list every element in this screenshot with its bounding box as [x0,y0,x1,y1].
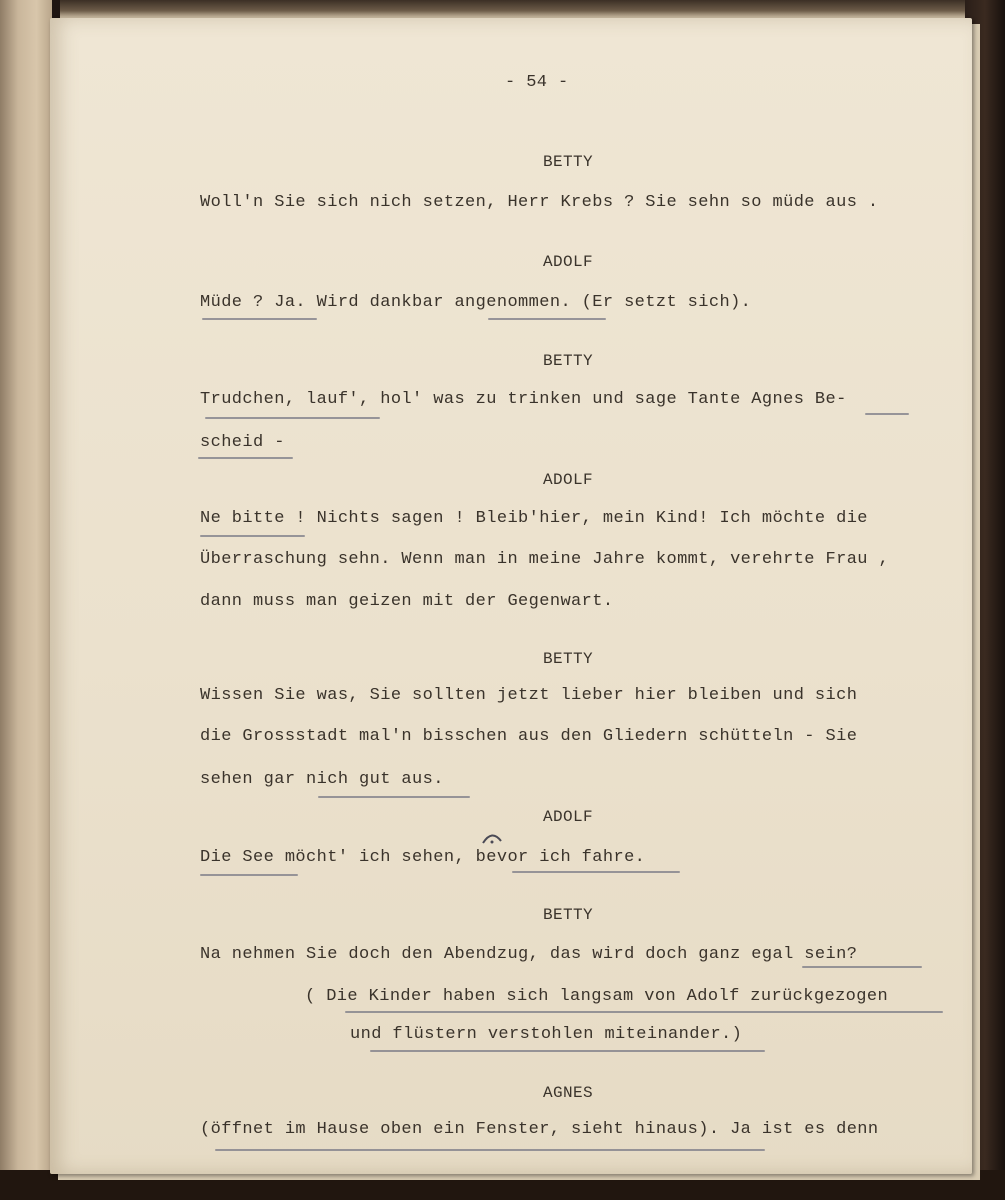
speaker-name: BETTY [542,650,594,668]
pencil-underline [865,413,909,415]
speaker-name: BETTY [542,153,594,171]
pencil-underline [802,966,922,968]
dialogue-line: die Grossstadt mal'n bisschen aus den Gliedern schütteln - Sie [200,727,858,746]
dialogue-line: Woll'n Sie sich nich setzen, Herr Krebs ? Sie sehn so müde aus . [200,193,879,212]
pencil-underline [200,535,305,537]
pencil-underline [205,417,380,419]
dialogue-line: (öffnet im Hause oben ein Fenster, sieht hinaus). Ja ist es denn [200,1120,879,1139]
pencil-underline [370,1050,765,1052]
pencil-underline [512,871,680,873]
speaker-name: BETTY [542,352,594,370]
pencil-underline [488,318,606,320]
stage-direction: und flüstern verstohlen miteinander.) [350,1025,743,1044]
stage-direction: ( Die Kinder haben sich langsam von Adolf zurückgezogen [305,987,889,1006]
dialogue-line: Wissen Sie was, Sie sollten jetzt lieber hier bleiben und sich [200,686,858,705]
pencil-underline [215,1149,765,1151]
pencil-underline [318,796,470,798]
speaker-name: ADOLF [542,253,594,271]
pencil-underline [202,318,317,320]
dialogue-line: Trudchen, lauf', hol' was zu trinken und sage Tante Agnes Be- [200,390,847,409]
speaker-name: AGNES [542,1084,594,1102]
page-number: - 54 - [505,73,569,92]
pencil-fermata-mark [480,829,504,847]
pencil-underline [198,457,293,459]
dialogue-line: dann muss man geizen mit der Gegenwart. [200,592,614,611]
speaker-name: ADOLF [542,808,594,826]
speaker-name: BETTY [542,906,594,924]
dialogue-line: Die See möcht' ich sehen, bevor ich fahre. [200,848,646,867]
book-binding-edge [0,0,52,1200]
dialogue-line: Müde ? Ja. Wird dankbar angenommen. (Er setzt sich). [200,293,752,312]
book-top-edge [60,0,990,18]
dialogue-line: Ne bitte ! Nichts sagen ! Bleib'hier, mein Kind! Ich möchte die [200,509,868,528]
dialogue-line: Überraschung sehn. Wenn man in meine Jahre kommt, verehrte Frau , [200,550,890,569]
pencil-underline [200,874,298,876]
dialogue-line: sehen gar nich gut aus. [200,770,444,789]
dialogue-line: Na nehmen Sie doch den Abendzug, das wird doch ganz egal sein? [200,945,858,964]
speaker-name: ADOLF [542,471,594,489]
dialogue-line: scheid - [200,433,285,452]
pencil-underline [345,1011,943,1013]
